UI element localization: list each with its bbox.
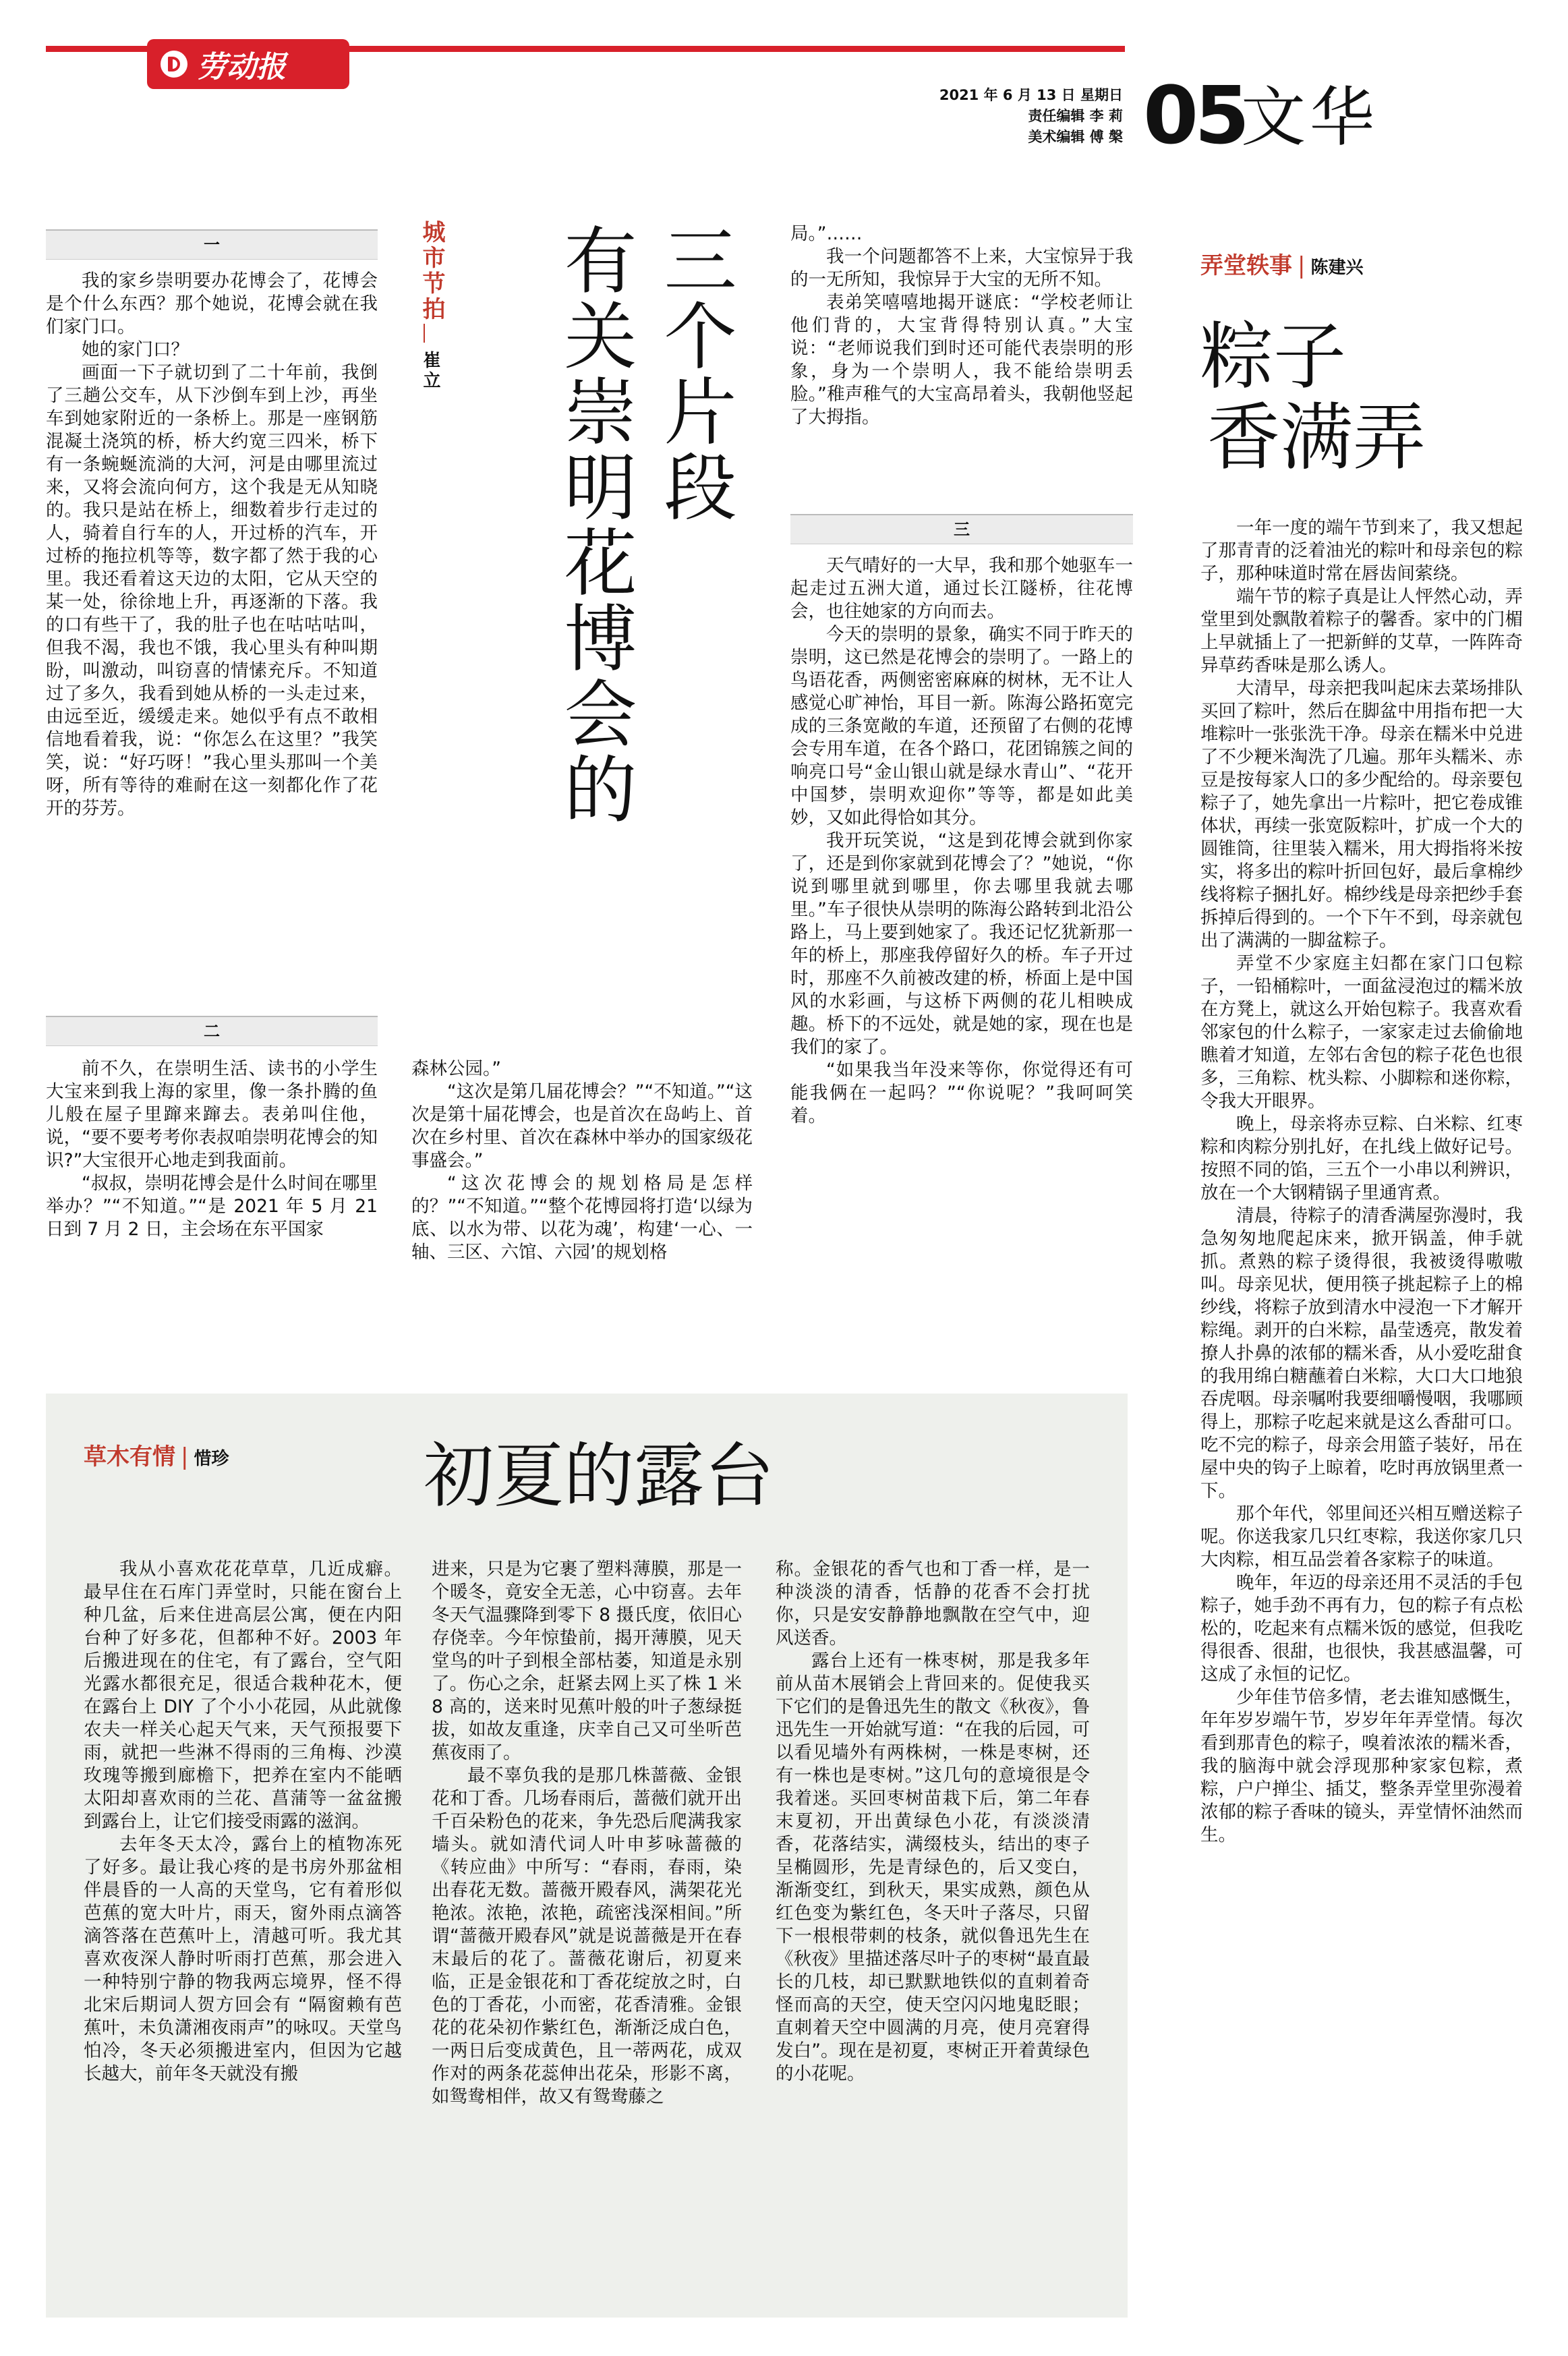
paragraph: 她的家门口？ — [82, 339, 189, 360]
paragraph: 进来，只是为它裹了塑料薄膜，那是一个暖冬，竟安全无恙，心中窃喜。去年冬天气温骤降到零下 8 摄氏度，依旧心存侥幸。今年惊蛰前，揭开薄膜，见天堂鸟的叶子到根全部枯萎，知道是永别了。伤心之余，赶紧去网上买了株 1 米 8 高的，送来时见蕉叶般的叶子葱绿挺拔，如故友重逢，庆幸自己又可坐听芭蕉夜雨了。 — [432, 1559, 742, 1763]
paragraph: “这次花博会的规划格局是怎样的？”“不知道。”“整个花博园将打造‘以绿为底、以水为带、以花为魂’，构建‘一心、一轴、三区、六馆、六园’的规划格 — [411, 1173, 753, 1263]
paragraph: 露台上还有一株枣树，那是我多年前从苗木展销会上背回来的。促使我买下它们的是鲁迅先生的散文《秋夜》，鲁迅先生一开始就写道：“在我的后园，可以看见墙外有两株树，一株是枣树，还有一株也是枣树。”这几句的意境很是令我着迷。买回枣树苗栽下后，第二年春末夏初，开出黄绿色小花，有淡淡清香，花落结实，满缀枝头，结出的枣子呈椭圆形，先是青绿色的，后又变白，渐渐变红，到秋天，果实成熟，颜色从红色变为紫红色，冬天叶子落尽，只留下一根根带刺的枝条，就似鲁迅先生在《秋夜》里描述落尽叶子的枣树“最直最长的几枝，却已默默地铁似的直刺着奇怪而高的天空，使天空闪闪地鬼眨眼；直刺着天空中圆满的月亮，使月亮窘得发白”。现在是初夏，枣树正开着黄绿色的小花呢。 — [776, 1650, 1090, 2084]
paragraph: 那个年代，邻里间还兴相互赠送粽子呢。你送我家几只红枣粽，我送你家几只大肉粽，相互品尝着各家粽子的味道。 — [1200, 1503, 1523, 1570]
article3-column-2 — [432, 1558, 742, 2108]
article1-column-5 — [790, 554, 1133, 1128]
paragraph: 今天的崇明的景象，确实不同于昨天的崇明，这已然是花博会的崇明了。一路上的鸟语花香，两侧密密麻麻的树林，无不让人感觉心旷神怡，耳目一新。陈海公路拓宽完成的三条宽敞的车道，还预留了右侧的花博会专用车道，在各个路口，花团锦簇之间的响亮口号“金山银山就是绿水青山”、“花开中国梦，崇明欢迎你”等等，都是如此美妙，又如此得恰如其分。 — [790, 624, 1133, 828]
article3-title: 初夏的露台 — [424, 1435, 775, 1517]
section-heading-2: 二 — [46, 1016, 378, 1046]
paragraph: 一年一度的端午节到来了，我又想起了那青青的泛着油光的粽叶和母亲包的粽子，那种味道时常在唇齿间萦绕。 — [1200, 517, 1523, 584]
paragraph: 天气晴好的一大早，我和那个她驱车一起走过五洲大道，通过长江隧桥，往花博会，也往她家的方向而去。 — [790, 555, 1133, 622]
article2-title-line2: 香满弄 — [1207, 396, 1426, 480]
top-rule-left — [46, 46, 147, 52]
paragraph: 晚年，年迈的母亲还用不灵活的手包粽子，她手劲不再有力，包的粽子有点松松的，吃起来有点糯米饭的感觉，但我吃得很香、很甜，也很快，我甚感温馨，可这成了永恒的记忆。 — [1200, 1572, 1523, 1685]
column-name-city-beat: 城市节拍 — [418, 220, 445, 322]
column-name-lane-stories: 弄堂轶事 — [1200, 252, 1292, 279]
section-heading-3: 三 — [790, 514, 1133, 544]
paragraph: “这次是第几届花博会？”“不知道。”“这次是第十届花博会，也是首次在岛屿上、首次在乡村里、首次在森林中举办的国家级花事盛会。” — [411, 1081, 753, 1171]
article2-title-line1: 粽子 — [1200, 315, 1347, 399]
page-name: 文华 — [1241, 80, 1378, 155]
paragraph: 晚上，母亲将赤豆粽、白米粽、红枣粽和肉粽分别扎好，在扎线上做好记号。按照不同的馅，三五个一小串以利辨识，放在一个大钢精锅子里通宵煮。 — [1200, 1114, 1523, 1203]
date-line: 2021 年 6 月 13 日 星期日 — [939, 87, 1123, 103]
header-divider: | — [181, 1443, 189, 1470]
paragraph: 弄堂不少家庭主妇都在家门口包粽子，一铅桶粽叶，一面盆浸泡过的糯米放在方凳上，就这么开始包粽子。我喜欢看邻家包的什么粽子，一家家走过去偷偷地瞧着才知道，左邻右舍包的粽子花色也很多，三角粽、枕头粽、小脚粽和迷你粽，令我大开眼界。 — [1200, 953, 1523, 1112]
paragraph: 最不辜负我的是那几株蔷薇、金银花和丁香。几场春雨后，蔷薇们就开出千百朵粉色的花来，争先恐后爬满我家墙头。就如清代词人叶申芗咏蔷薇的《转应曲》中所写：“春雨，春雨，染出春花无数。蔷薇开殿春风，满架花光艳浓。浓艳，浓艳，疏密浅深相间。”所谓“蔷薇开殿春风”就是说蔷薇是开在春末最后的花了。蔷薇花谢后，初夏来临，正是金银花和丁香花绽放之时，白色的丁香花，小而密，花香清雅。金银花的花朵初作紫红色，渐渐泛成白色，一两日后变成黄色，且一蒂两花，成双作对的两条花蕊伸出花朵，形影不离，如鸳鸯相伴，故又有鸳鸯藤之 — [432, 1765, 742, 2107]
article1-title-line2: 有关崇明花博会的 — [552, 223, 636, 827]
article3-header — [84, 1438, 229, 1471]
paragraph: 端午节的粽子真是让人怦然心动，弄堂里到处飘散着粽子的馨香。家中的门楣上早就插上了一把新鲜的艾草，一阵阵奇异草药香味是那么诱人。 — [1200, 586, 1523, 676]
logo-text: 劳动报 — [197, 50, 286, 84]
article1-column-1 — [46, 270, 378, 820]
editor-line: 责任编辑 李 莉 — [1028, 108, 1123, 124]
paragraph: 我从小喜欢花花草草，几近成癖。最早住在石库门弄堂时，只能在窗台上种几盆，后来住进高层公寓，便在内阳台种了好多花，但都种不好。2003 年后搬进现在的住宅，有了露台，空气阳光露水都很充足，很适合栽种花木，便在露台上 DIY 了个小小花园，从此就像农夫一样关心起天气来，天气预报要下雨，就把一些淋不得雨的三角梅、沙漠玫瑰等搬到廊檐下，把养在室内不能晒太阳却喜欢雨的兰花、菖蒲等一盆盆搬到露台上，让它们接受雨露的滋润。 — [84, 1559, 402, 1832]
article1-column-4 — [790, 223, 1133, 429]
paragraph: 大清早，母亲把我叫起床去菜场排队买回了粽叶，然后在脚盆中用指布把一大堆粽叶一张张洗干净。母亲在糯米中兑进了不少粳米淘洗了几遍。那年头糯米、赤豆是按每家人口的多少配给的。母亲要包粽子了，她先拿出一片粽叶，把它卷成锥体状，再续一张宽阪粽叶，扩成一个大的圆锥筒，往里装入糯米，用大拇指将米按实，将多出的粽叶折回包好，最后拿棉纱线将粽子捆扎好。棉纱线是母亲把纱手套拆掉后得到的。一个下午不到，母亲就包出了满满的一脚盆粽子。 — [1200, 678, 1523, 951]
paragraph: 我的家乡崇明要办花博会了，花博会是个什么东西？那个她说，花博会就在我们家门口。 — [46, 270, 378, 337]
newspaper-logo — [147, 39, 349, 89]
article1-column-3 — [411, 1058, 753, 1264]
column-name-plants: 草木有情 — [84, 1443, 175, 1470]
paragraph: 去年冬天太冷，露台上的植物冻死了好多。最让我心疼的是书房外那盆相伴晨昏的一人高的天堂鸟，它有着形似芭蕉的宽大叶片，雨天，窗外雨点滴答滴答落在芭蕉叶上，清越可听。我尤其喜欢夜深人静时听雨打芭蕉，那会进入一种特别宁静的物我两忘境界，怪不得北宋后期词人贺方回会有 “隔窗赖有芭蕉叶，未负潇湘夜雨声”的咏叹。天堂鸟怕冷，冬天必须搬进室内，但因为它越长越大，前年冬天就没有搬 — [84, 1834, 402, 2084]
art-editor-line: 美术编辑 傅 槃 — [1028, 129, 1123, 145]
paragraph: 前不久，在崇明生活、读书的小学生大宝来到我上海的家里，像一条扑腾的鱼儿般在屋子里蹿来蹿去。表弟叫住他，说，“要不要考考你表叔咱崇明花博会的知识?”大宝很开心地走到我面前。 — [46, 1058, 378, 1171]
article3-author: 惜珍 — [194, 1449, 229, 1469]
paragraph: “叔叔，崇明花博会是什么时间在哪里举办？”“不知道。”“是 2021 年 5 月 21 日到 7 月 2 日，主会场在东平国家 — [46, 1173, 378, 1240]
article1-column-2 — [46, 1058, 378, 1241]
top-rule-right — [349, 46, 1125, 52]
paragraph: 表弟笑嘻嘻地揭开谜底：“学校老师让他们背的，大宝背得特别认真。”大宝说：“老师说我们到时还可能代表崇明的形象，身为一个崇明人，我不能给崇明丢脸。”稚声稚气的大宝高昂着头，我朝他竖起了大拇指。 — [790, 292, 1133, 428]
article3-column-3 — [776, 1558, 1090, 2086]
logo-mark-icon — [161, 51, 187, 78]
page-number: 05 — [1143, 69, 1246, 162]
paragraph: 局。”…… — [790, 223, 863, 244]
paragraph: “如果我当年没来等你，你觉得还有可能我俩在一起吗？”“你说呢？”我呵呵笑着。 — [790, 1060, 1133, 1126]
paragraph: 我开玩笑说，“这是到花博会就到你家了，还是到你家就到花博会了？”她说，“你说到哪里就到哪里，你去哪里我就去哪里。”车子很快从崇明的陈海公路转到北沿公路上，马上要到她家了。我还记忆犹新那一年的桥上，那座我停留好久的桥。车子开过时，那座不久前被改建的桥，桥面上是中国风的水彩画，与这桥下两侧的花儿相映成趣。桥下的不远处，就是她的家，现在也是我们的家了。 — [790, 830, 1133, 1058]
article2-body — [1200, 517, 1523, 1847]
paragraph: 我一个问题都答不上来，大宝惊异于我的一无所知，我惊异于大宝的无所不知。 — [790, 246, 1133, 290]
article2-header — [1200, 247, 1363, 280]
article2-author: 陈建兴 — [1310, 258, 1364, 278]
header-divider: | — [1298, 252, 1306, 279]
paragraph: 画面一下子就切到了二十年前，我倒了三趟公交车，从下沙倒车到上沙，再坐车到她家附近的一条桥上。那是一座钢筋混凝土浇筑的桥，桥大约宽三四米，桥下有一条蜿蜒流淌的大河，河是由哪里流过来，又将会流向何方，这个我是无从知晓的。我只是站在桥上，细数着步行走过的人，骑着自行车的人，开过桥的汽车，开过桥的拖拉机等等，数字都了然于我的心里。我还看着这天边的太阳，它从天空的某一处，徐徐地上升，再逐渐的下落。我的口有些干了，我的肚子也在咕咕咕叫，但我不渴，我也不饿，我心里头有种叫期盼，叫激动，叫窃喜的情愫充斥。不知道过了多久，我看到她从桥的一头走过来，由远至近，缓缓走来。她似乎有点不敢相信地看着我，说：“你怎么在这里？”我笑笑，说：“好巧呀！”我心里头那叫一个美呀，所有等待的难耐在这一刻都化作了花开的芬芳。 — [46, 362, 378, 819]
paragraph: 清晨，待粽子的清香满屋弥漫时，我急匆匆地爬起床来，掀开锅盖，伸手就抓。煮熟的粽子烫得很，我被烫得嗷嗷叫。母亲见状，便用筷子挑起粽子上的棉纱线，将粽子放到清水中浸泡一下才解开粽绳。剥开的白米粽，晶莹透亮，散发着撩人扑鼻的浓郁的糯米香，从小爱吃甜食的我用绵白糖蘸着白米粽，大口大口地狼吞虎咽。母亲嘱咐我要细嚼慢咽，我哪顾得上，那粽子吃起来就是这么香甜可口。吃不完的粽子，母亲会用篮子装好，吊在屋中央的钩子上晾着，吃时再放锅里煮一下。 — [1200, 1205, 1523, 1501]
paragraph: 森林公园。” — [411, 1058, 501, 1079]
article1-author: 崔立 — [420, 351, 440, 391]
paragraph: 少年佳节倍多情，老去谁知感慨生，年年岁岁端午节，岁岁年年弄堂情。每次看到那青色的粽子，嗅着浓浓的糯米香，我的脑海中就会浮现那种家家包粽，煮粽，户户掸尘、插艾，整条弄堂里弥漫着浓郁的粽子香味的镜头，弄堂情怀油然而生。 — [1200, 1687, 1523, 1845]
section-heading-1: 一 — [46, 229, 378, 260]
paragraph: 称。金银花的香气也和丁香一样，是一种淡淡的清香，恬静的花香不会打扰你，只是安安静静地飘散在空气中，迎风送香。 — [776, 1559, 1090, 1648]
column-author-divider — [424, 324, 425, 343]
article3-column-1 — [84, 1558, 402, 2086]
article1-title-line1: 三个片段 — [651, 223, 736, 525]
